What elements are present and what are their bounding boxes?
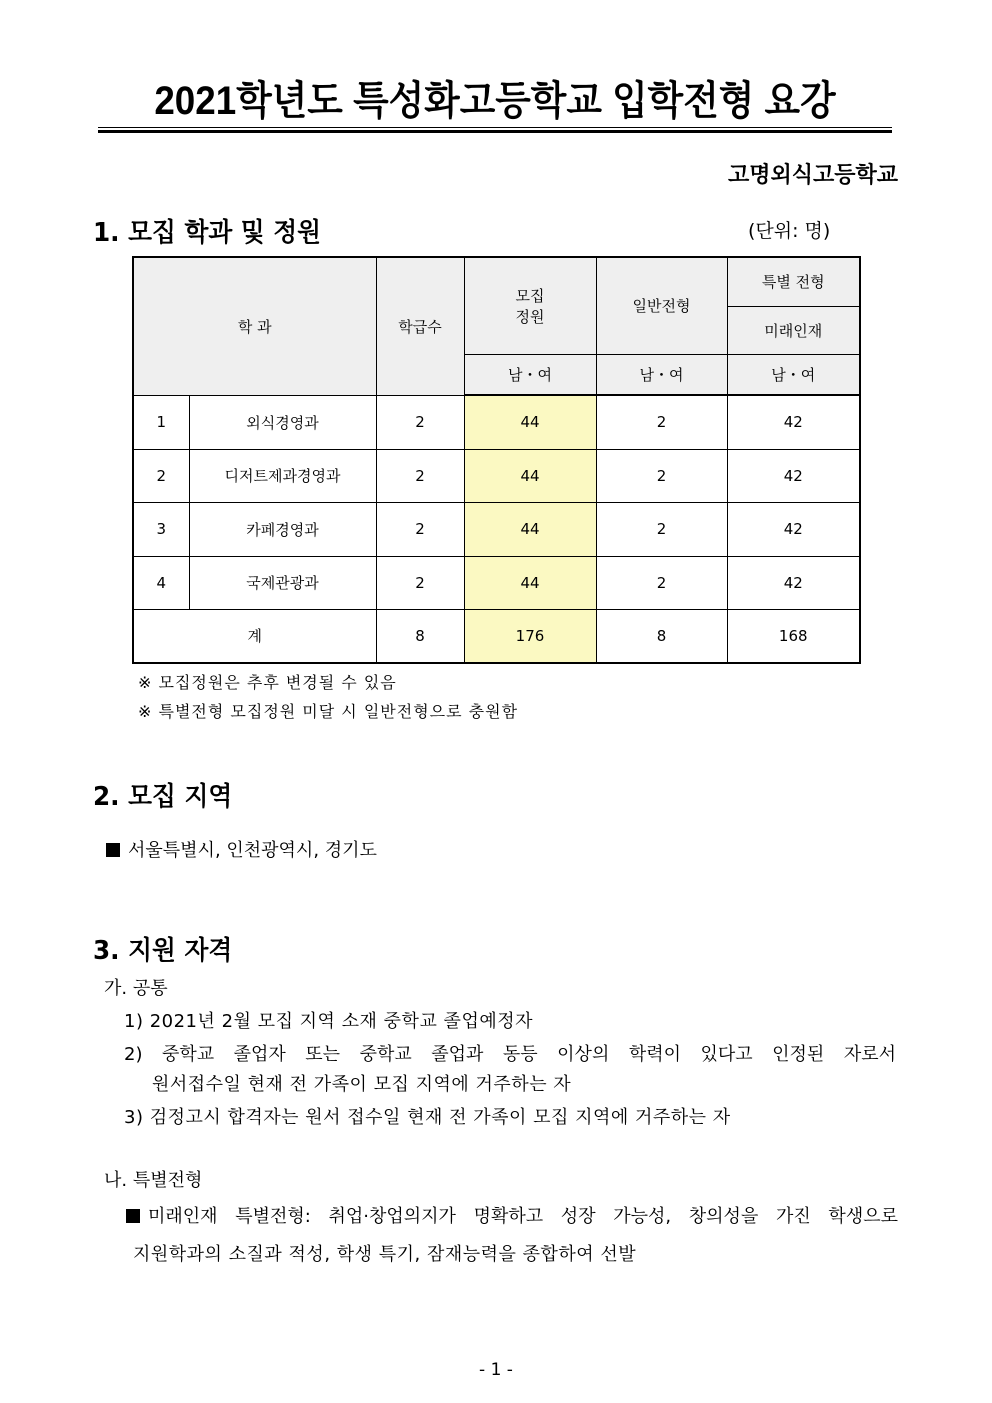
regions-text: 서울특별시, 인천광역시, 경기도	[128, 840, 377, 861]
title-underline-thick	[98, 130, 892, 133]
school-name: 고명외식고등학교	[727, 163, 898, 188]
row-general: 2	[596, 502, 727, 556]
row-quota: 44	[464, 502, 596, 556]
row-no: 3	[133, 502, 189, 556]
unit-label: (단위: 명)	[748, 220, 831, 242]
section1-heading: 1. 모집 학과 및 정원	[93, 218, 321, 248]
header-general: 일반전형	[596, 257, 727, 354]
row-classes: 2	[376, 502, 464, 556]
row-classes: 2	[376, 556, 464, 609]
header-class-count: 학급수	[376, 257, 464, 395]
row-special: 42	[727, 449, 860, 502]
header-gender-special: 남・여	[727, 354, 860, 395]
header-department: 학 과	[133, 257, 376, 395]
row-quota: 44	[464, 556, 596, 609]
row-general: 2	[596, 395, 727, 449]
header-quota-line1: 모집	[515, 286, 545, 305]
total-label: 계	[133, 609, 376, 663]
total-quota: 176	[464, 609, 596, 663]
title-underline-thin	[98, 127, 892, 128]
common-item-3: 3) 검정고시 합격자는 원서 접수일 현재 전 가족이 모집 지역에 거주하는 자	[124, 1107, 731, 1128]
row-department: 카페경영과	[189, 502, 376, 556]
row-department: 디저트제과경영과	[189, 449, 376, 502]
row-no: 2	[133, 449, 189, 502]
table-row	[133, 502, 860, 556]
row-department: 국제관광과	[189, 556, 376, 609]
common-item-2: 2) 중학교 졸업자 또는 중학교 졸업과 동등 이상의 학력이 있다고 인정된 자로서	[124, 1044, 896, 1065]
row-no: 1	[133, 395, 189, 449]
common-item-2-cont: 원서접수일 현재 전 가족이 모집 지역에 거주하는 자	[152, 1074, 572, 1095]
section2-heading: 2. 모집 지역	[93, 782, 233, 812]
square-bullet-icon	[126, 1209, 140, 1223]
row-classes: 2	[376, 395, 464, 449]
document-title: 2021학년도 특성화고등학교 입학전형 요강	[154, 79, 836, 123]
row-department: 외식경영과	[189, 395, 376, 449]
table-row	[133, 395, 860, 449]
note-2: ※ 특별전형 모집정원 미달 시 일반전형으로 충원함	[138, 702, 519, 721]
section3-heading: 3. 지원 자격	[93, 936, 233, 966]
table-row	[133, 556, 860, 609]
quota-table	[132, 256, 861, 664]
row-general: 2	[596, 556, 727, 609]
header-special-sub: 미래인재	[727, 306, 860, 354]
total-classes: 8	[376, 609, 464, 663]
header-gender-general: 남・여	[596, 354, 727, 395]
table-row	[133, 449, 860, 502]
special-line-2: 지원학과의 소질과 적성, 학생 특기, 잠재능력을 종합하여 선발	[133, 1244, 637, 1265]
special-line-1-text: 미래인재 특별전형: 취업·창업의지가 명확하고 성장 가능성, 창의성을 가진 학생으로	[148, 1206, 898, 1227]
total-special: 168	[727, 609, 860, 663]
row-quota: 44	[464, 449, 596, 502]
row-classes: 2	[376, 449, 464, 502]
header-gender-quota: 남・여	[464, 354, 596, 395]
special-line-1	[126, 1202, 898, 1228]
table-total-row	[133, 609, 860, 663]
row-quota: 44	[464, 395, 596, 449]
special-heading: 나. 특별전형	[104, 1170, 203, 1191]
row-special: 42	[727, 395, 860, 449]
row-general: 2	[596, 449, 727, 502]
row-special: 42	[727, 556, 860, 609]
total-general: 8	[596, 609, 727, 663]
page-number: - 1 -	[479, 1360, 513, 1380]
row-no: 4	[133, 556, 189, 609]
note-1: ※ 모집정원은 추후 변경될 수 있음	[138, 673, 397, 692]
row-special: 42	[727, 502, 860, 556]
region-list	[106, 836, 377, 862]
square-bullet-icon	[106, 843, 120, 857]
common-item-1: 1) 2021년 2월 모집 지역 소재 중학교 졸업예정자	[124, 1011, 533, 1032]
header-quota-line2: 정원	[515, 307, 545, 326]
header-quota	[464, 257, 596, 354]
header-special: 특별 전형	[727, 257, 860, 306]
common-heading: 가. 공통	[104, 978, 168, 999]
